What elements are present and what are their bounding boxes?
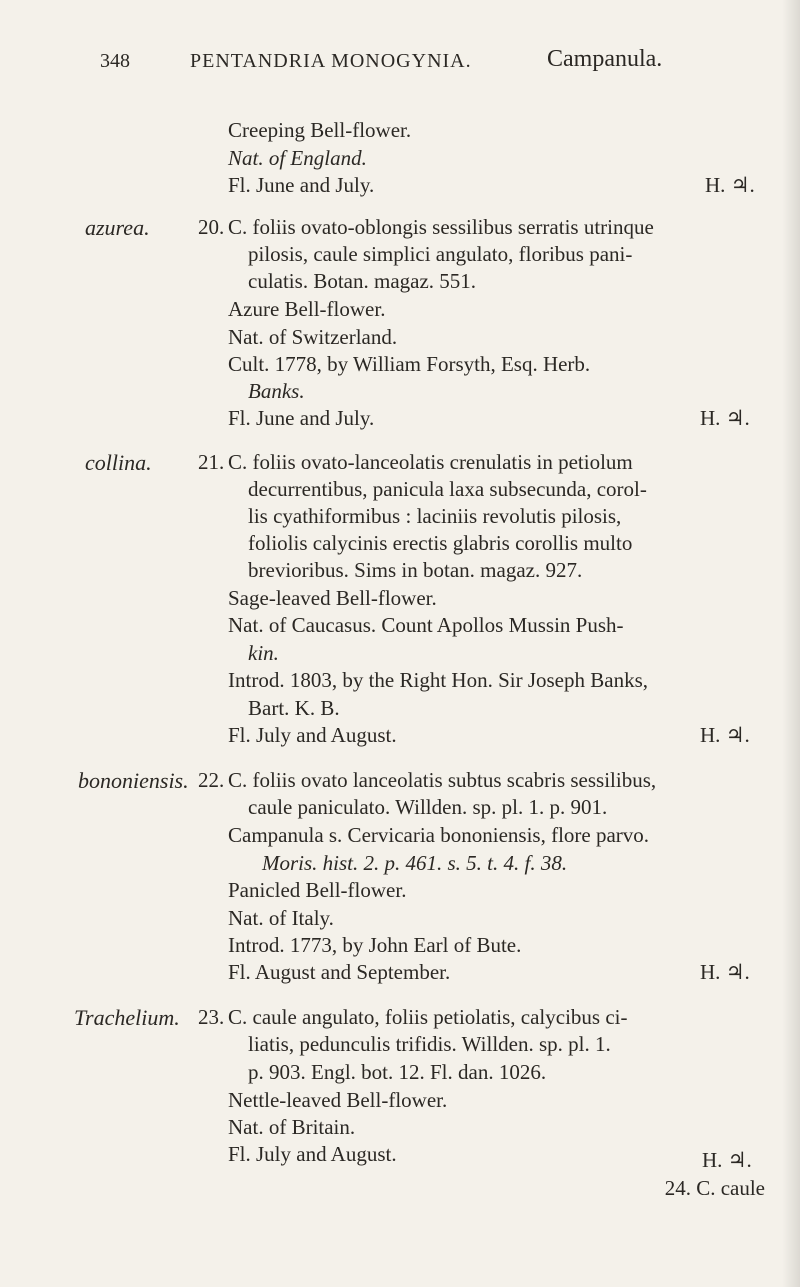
entry-line: brevioribus. Sims in botan. magaz. 927.: [248, 558, 583, 582]
entry-line: Creeping Bell-flower.: [228, 118, 412, 142]
entry-number: 23.: [198, 1005, 225, 1029]
entry-line: C. foliis ovato-lanceolatis crenulatis in petiolum: [228, 450, 633, 474]
entry-line: Fl. August and September.: [228, 960, 451, 984]
running-title: PENTANDRIA MONOGYNIA.: [190, 50, 472, 72]
entry-line: Banks.: [248, 379, 305, 403]
entry-line: lis cyathiformibus : laciniis revolutis pilosis,: [248, 504, 622, 528]
entry-line: p. 903. Engl. bot. 12. Fl. dan. 1026.: [248, 1060, 547, 1084]
page-header: [100, 40, 760, 80]
entry-line: Nat. of Caucasus. Count Apollos Mussin Push-: [228, 613, 624, 637]
entry-line: C. foliis ovato-oblongis sessilibus serratis utrinque: [228, 215, 654, 239]
entry-line: Nettle-leaved Bell-flower.: [228, 1088, 448, 1112]
entry-line: Introd. 1773, by John Earl of Bute.: [228, 933, 522, 957]
entry-line: liatis, pedunculis trifidis. Willden. sp. pl. 1.: [248, 1032, 611, 1056]
entry-number: 22.: [198, 768, 225, 792]
life-form-symbol: H. ♃.: [700, 406, 750, 430]
entry-line: caule paniculato. Willden. sp. pl. 1. p. 901.: [248, 795, 608, 819]
genus-title: Campanula.: [547, 46, 663, 72]
life-form-symbol: H. ♃.: [700, 960, 750, 984]
entry-line: Panicled Bell-flower.: [228, 878, 407, 902]
entry-line: Sage-leaved Bell-flower.: [228, 586, 437, 610]
entry-line: Introd. 1803, by the Right Hon. Sir Joseph Banks,: [228, 668, 648, 692]
entry-line: C. caule angulato, foliis petiolatis, calycibus ci-: [228, 1005, 628, 1029]
entry-line: Nat. of England.: [228, 146, 367, 170]
catchword: 24. C. caule: [664, 1176, 765, 1200]
species-name: collina.: [85, 450, 152, 475]
entry-line: Nat. of Switzerland.: [228, 325, 398, 349]
entry-line: Fl. June and July.: [228, 173, 375, 197]
entry-line: Nat. of Britain.: [228, 1115, 356, 1139]
entry-line: culatis. Botan. magaz. 551.: [248, 269, 477, 293]
life-form-symbol: H. ♃.: [700, 723, 750, 747]
entry-line: Fl. June and July.: [228, 406, 375, 430]
species-name: Trachelium.: [74, 1005, 180, 1030]
species-name: bononiensis.: [78, 768, 189, 793]
entry-line: pilosis, caule simplici angulato, floribus pani-: [248, 242, 633, 266]
entry-line: foliolis calycinis erectis glabris corollis multo: [248, 531, 633, 555]
entry-line: Azure Bell-flower.: [228, 297, 386, 321]
entry-line: C. foliis ovato lanceolatis subtus scabris sessilibus,: [228, 768, 657, 792]
life-form-symbol: H. ♃.: [705, 173, 755, 197]
entry-line: decurrentibus, panicula laxa subsecunda, corol-: [248, 477, 647, 501]
entry-line: Nat. of Italy.: [228, 906, 334, 930]
entry-line: Cult. 1778, by William Forsyth, Esq. Herb.: [228, 352, 591, 376]
entry-number: 21.: [198, 450, 225, 474]
species-name: azurea.: [85, 215, 150, 240]
entry-line: Fl. July and August.: [228, 723, 397, 747]
life-form-symbol: H. ♃.: [702, 1148, 752, 1172]
page-edge-shadow: [782, 0, 800, 1287]
entry-line: Campanula s. Cervicaria bononiensis, flore parvo.: [228, 823, 650, 847]
page-number: 348: [100, 50, 130, 72]
entry-number: 20.: [198, 215, 225, 239]
entry-line: kin.: [248, 641, 279, 665]
entry-line: Fl. July and August.: [228, 1142, 397, 1166]
entry-line: Moris. hist. 2. p. 461. s. 5. t. 4. f. 38.: [262, 851, 568, 875]
entry-line: Bart. K. B.: [248, 696, 340, 720]
